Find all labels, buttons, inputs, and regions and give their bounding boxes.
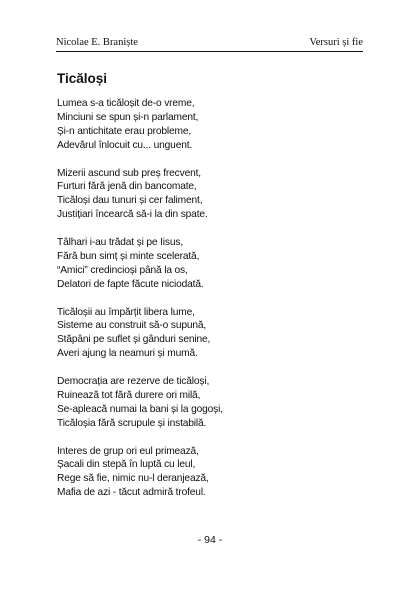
poem-line: Lumea s-a ticăloșit de-o vreme, bbox=[57, 98, 195, 109]
poem-line: Fără bun simț și minte scelerată, bbox=[57, 250, 200, 262]
stanza bbox=[57, 375, 377, 431]
poem-line: Se-apleacă numai la bani și la gogoși, bbox=[57, 403, 223, 415]
poem-line: “Amici” credincioși până la os, bbox=[57, 264, 188, 276]
running-header bbox=[56, 37, 363, 52]
poem-line: Delatori de fapte făcute niciodată. bbox=[57, 278, 204, 290]
poem-line: Democrația are rezerve de ticăloși, bbox=[57, 376, 210, 388]
stanza bbox=[57, 236, 377, 292]
poem-line: Adevărul înlocuit cu... unguent. bbox=[57, 139, 193, 151]
poem-line: Șacali din stepă în luptă cu leul, bbox=[57, 459, 196, 471]
page-number: - 94 - bbox=[197, 534, 223, 546]
poem-line: Ticăloșia fără scrupule și instabilă. bbox=[57, 417, 207, 429]
poem-line: Ruinează tot fără durere ori milă, bbox=[57, 389, 201, 401]
poem-line: Furturi fără jenă din bancomate, bbox=[57, 181, 197, 193]
poem-line: Sisteme au construit să-o supună, bbox=[57, 320, 207, 332]
poem-body bbox=[57, 97, 377, 514]
poem-line: Rege să fie, nimic nu-l deranjează, bbox=[57, 473, 209, 485]
poem-line: Mafia de azi - tăcut admiră trofeul. bbox=[57, 487, 206, 499]
stanza bbox=[57, 306, 377, 362]
poem-line: Și-n antichitate erau probleme, bbox=[57, 125, 192, 137]
poem-line: Minciuni se spun și-n parlament, bbox=[57, 111, 199, 123]
stanza bbox=[57, 445, 377, 501]
stanza bbox=[57, 97, 377, 153]
poem-line: Tâlhari i-au trădat și pe Iisus, bbox=[57, 237, 183, 249]
poem-line: Interes de grup ori eul primează, bbox=[57, 445, 199, 457]
book-title: Versuri și fie bbox=[309, 37, 363, 48]
poem-title: Ticăloși bbox=[57, 71, 108, 86]
poem-line: Stăpâni pe suflet și gânduri senine, bbox=[57, 334, 211, 346]
stanza bbox=[57, 167, 377, 223]
poem-line: Ticăloși dau tunuri și cer faliment, bbox=[57, 195, 203, 207]
poem-line: Mizerii ascund sub preș frecvent, bbox=[57, 167, 201, 179]
author-name: Nicolae E. Braniște bbox=[56, 37, 138, 48]
poem-line: Justițiari încearcă să-i la din spate. bbox=[57, 209, 208, 221]
poem-line: Ticăloșii au împărțit libera lume, bbox=[57, 306, 195, 318]
poem-line: Averi ajung la neamuri și mumă. bbox=[57, 348, 198, 360]
